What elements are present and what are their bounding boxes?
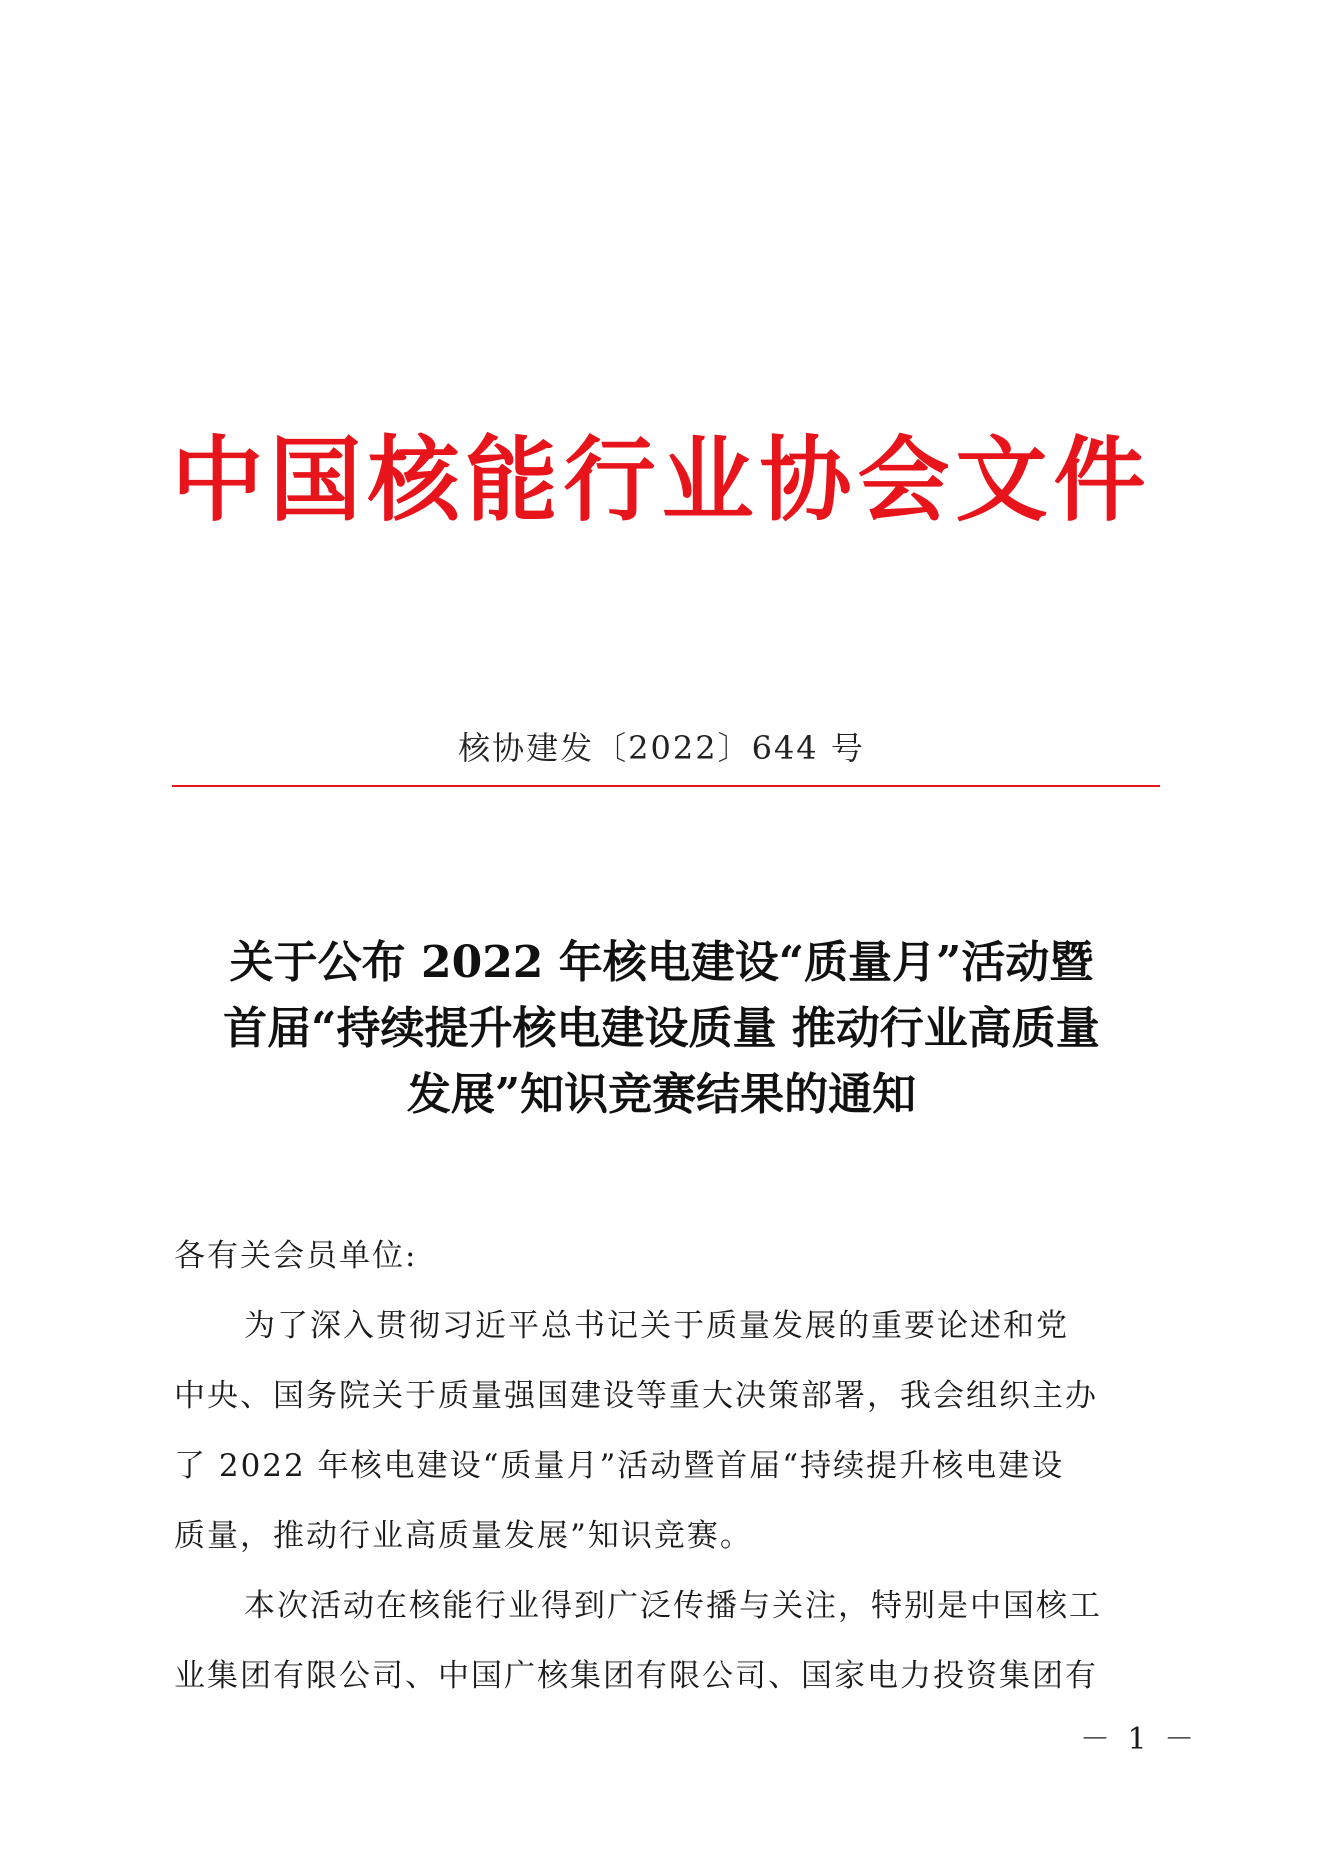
- body-line-6: 业集团有限公司、中国广核集团有限公司、国家电力投资集团有: [174, 1658, 1098, 1694]
- body-line-3: 了 2022 年核电建设“质量月”活动暨首届“持续提升核电建设: [174, 1448, 1065, 1484]
- body-line-4: 质量，推动行业高质量发展”知识竞赛。: [174, 1518, 753, 1554]
- salutation: 各有关会员单位:: [174, 1238, 418, 1274]
- masthead-title: 中国核能行业协会文件: [171, 426, 1152, 534]
- document-number: 核协建发〔2022〕644 号: [458, 729, 865, 767]
- red-divider-rule: [172, 785, 1160, 787]
- page-number: － 1 －: [1080, 1722, 1199, 1757]
- title-line-2: 首届“持续提升核电建设质量 推动行业高质量: [223, 1003, 1100, 1054]
- title-line-1: 关于公布 2022 年核电建设“质量月”活动暨: [229, 937, 1094, 988]
- body-line-1: 为了深入贯彻习近平总书记关于质量发展的重要论述和党: [244, 1308, 1069, 1344]
- notice-title: [160, 930, 1163, 1128]
- title-line-3: 发展”知识竞赛结果的通知: [406, 1069, 917, 1120]
- body-line-2: 中央、国务院关于质量强国建设等重大决策部署，我会组织主办: [174, 1378, 1098, 1414]
- body-line-5: 本次活动在核能行业得到广泛传播与关注，特别是中国核工: [244, 1588, 1102, 1624]
